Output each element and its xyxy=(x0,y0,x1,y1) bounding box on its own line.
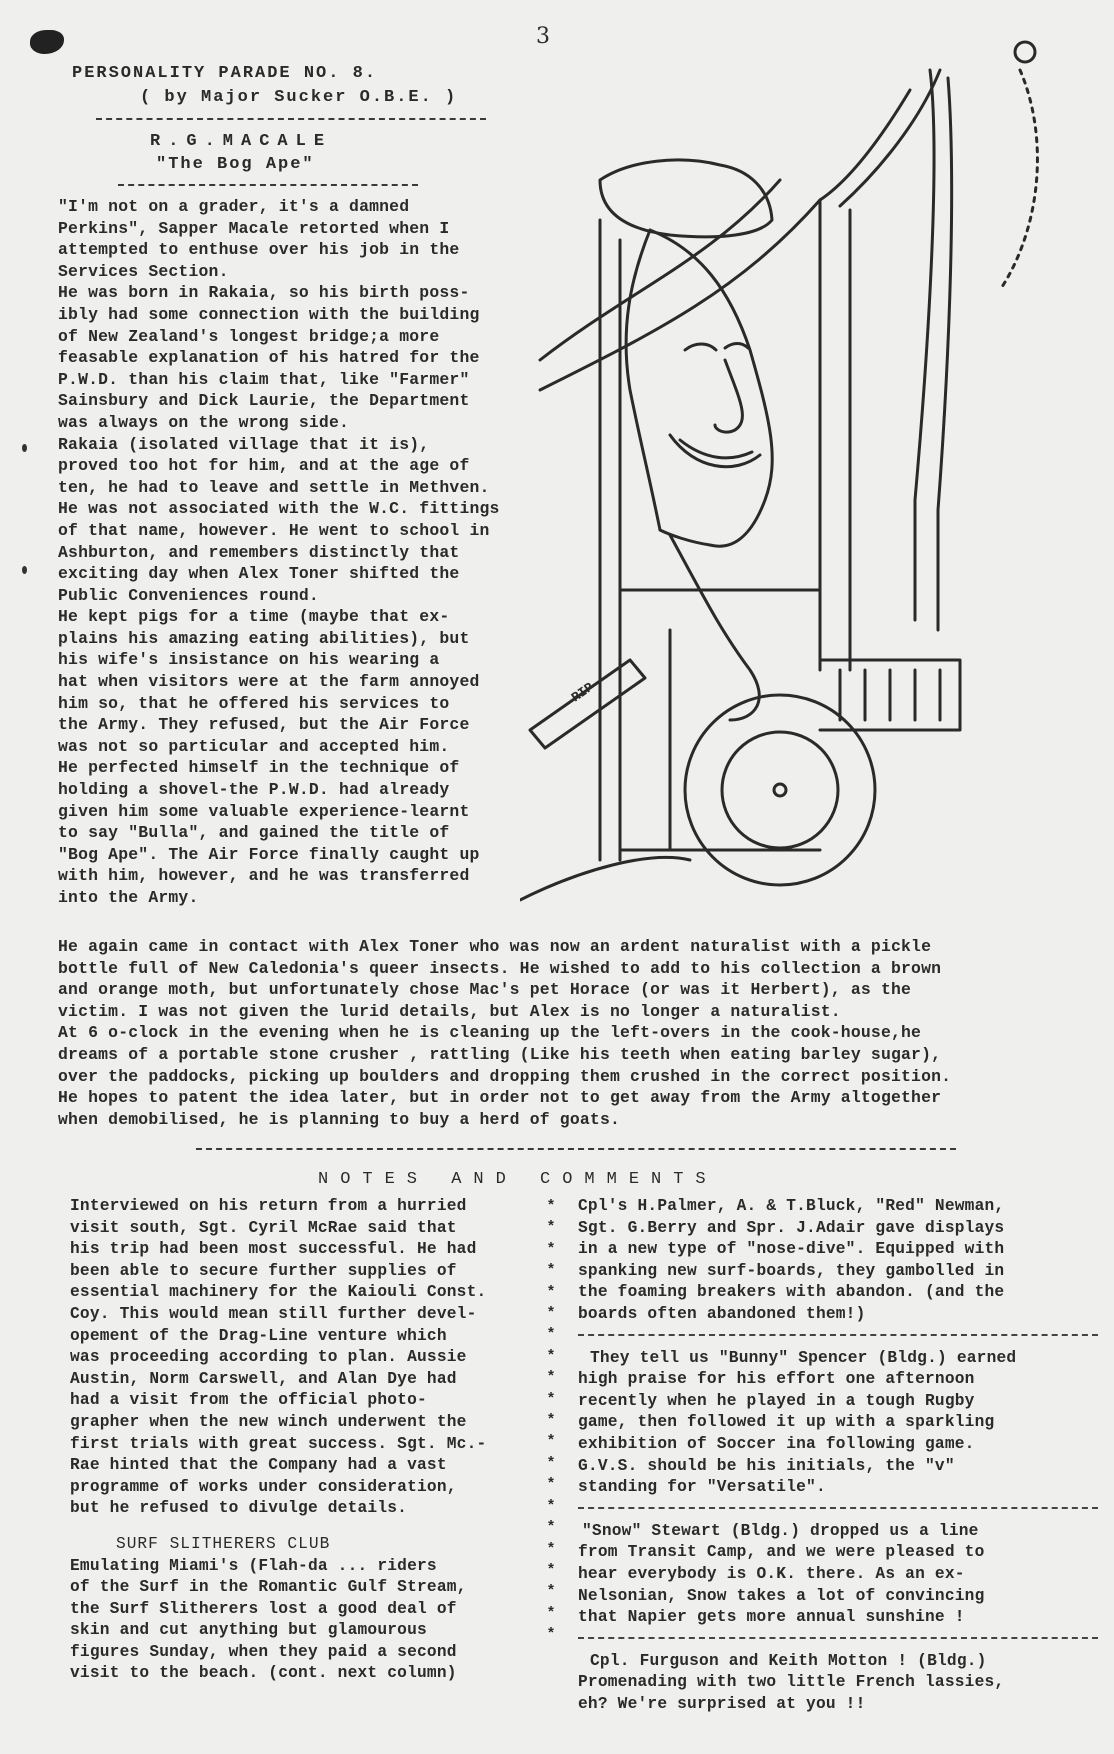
note-block-furguson xyxy=(578,1651,1098,1716)
notes-right-column xyxy=(578,1196,1098,1715)
separator-star: * xyxy=(546,1412,556,1430)
text-line: dreams of a portable stone crusher , rattling (Like his teeth when eating barley sugar), xyxy=(58,1044,942,1064)
note-block-stewart xyxy=(578,1521,1098,1629)
mouth xyxy=(670,435,760,467)
text-line: skin and cut anything but glamourous xyxy=(70,1621,427,1640)
text-line: He was not associated with the W.C. fittings xyxy=(58,499,500,519)
ruler xyxy=(530,660,645,748)
subject-nickname: "The Bog Ape" xyxy=(156,155,315,174)
text-line: hear everybody is O.K. there. As an ex- xyxy=(578,1564,965,1583)
text-line: ibly had some connection with the building xyxy=(58,304,480,324)
text-line: given him some valuable experience-learnt xyxy=(58,801,470,821)
text-line: the Army. They refused, but the Air Force xyxy=(58,715,470,735)
divider xyxy=(118,184,418,186)
text-line: programme of works under consideration, xyxy=(70,1477,457,1496)
text-line: into the Army. xyxy=(58,888,199,907)
text-line: been able to secure further supplies of xyxy=(70,1261,457,1280)
ink-spot xyxy=(22,566,27,574)
separator-star: * xyxy=(546,1369,556,1387)
text-line: They tell us "Bunny" Spencer (Bldg.) earned xyxy=(590,1348,1017,1367)
text-line: the foaming breakers with abandon. (and the xyxy=(578,1283,1005,1302)
boom-arm xyxy=(840,70,940,206)
separator-star: * xyxy=(546,1476,556,1494)
separator-star: * xyxy=(546,1390,556,1408)
text-line: plains his amazing eating abilities), but xyxy=(58,628,470,648)
caricature-drawing xyxy=(520,30,1090,940)
text-line: when demobilised, he is planning to buy a herd of goats. xyxy=(58,1109,621,1129)
star-mark xyxy=(1015,42,1035,62)
text-line: Cpl. Furguson and Keith Motton ! (Bldg.) xyxy=(590,1651,987,1670)
text-line: exhibition of Soccer ina following game. xyxy=(578,1434,975,1453)
note-block-surf xyxy=(578,1196,1098,1326)
text-line: was always on the wrong side. xyxy=(58,412,350,432)
separator-star: * xyxy=(546,1326,556,1344)
text-line: figures Sunday, when they paid a second xyxy=(70,1642,457,1661)
text-line: Ashburton, and remembers distinctly that xyxy=(58,542,460,562)
text-line: Interviewed on his return from a hurried xyxy=(70,1197,467,1215)
text-line: visit south, Sgt. Cyril McRae said that xyxy=(70,1218,457,1237)
separator-star: * xyxy=(546,1519,556,1537)
text-line: the Surf Slitherers lost a good deal of xyxy=(70,1599,457,1618)
text-line: first trials with great success. Sgt. Mc.- xyxy=(70,1434,487,1453)
separator-star: * xyxy=(546,1433,556,1451)
wheel-hub xyxy=(774,784,786,796)
separator-star: * xyxy=(546,1262,556,1280)
separator-star: * xyxy=(546,1604,556,1622)
text-line: recently when he played in a tough Rugby xyxy=(578,1391,975,1410)
separator-star: * xyxy=(546,1347,556,1365)
wheel-inner xyxy=(722,732,838,848)
text-line: "I'm not on a grader, it's a damned xyxy=(58,197,410,216)
text-line: boards often abandoned them!) xyxy=(578,1304,866,1323)
frame-line xyxy=(915,70,934,620)
separator-star: * xyxy=(546,1583,556,1601)
text-line: He was born in Rakaia, so his birth poss- xyxy=(58,283,470,303)
text-line: He kept pigs for a time (maybe that ex- xyxy=(58,607,450,627)
notes-heading: NOTES AND COMMENTS xyxy=(318,1170,718,1189)
text-line: Sgt. G.Berry and Spr. J.Adair gave displays xyxy=(578,1218,1005,1237)
ink-spot xyxy=(22,444,27,452)
face-outline xyxy=(650,230,772,546)
hat-brim xyxy=(540,200,820,390)
notes-left-column xyxy=(70,1196,540,1685)
column-title: PERSONALITY PARADE NO. 8. xyxy=(72,64,378,83)
text-line: Cpl's H.Palmer, A. & T.Bluck, "Red" Newman, xyxy=(578,1197,1005,1215)
text-line: Perkins", Sapper Macale retorted when I xyxy=(58,218,450,238)
text-line: feasable explanation of his hatred for the xyxy=(58,348,480,368)
text-line: victim. I was not given the lurid details, but Alex is no longer a naturalist. xyxy=(58,1001,841,1021)
separator-star: * xyxy=(546,1497,556,1515)
text-line: standing for "Versatile". xyxy=(578,1478,826,1497)
block-divider xyxy=(578,1334,1098,1336)
text-line: with him, however, and he was transferred xyxy=(58,866,470,886)
text-line: He hopes to patent the idea later, but in order not to get away from the Army altogether xyxy=(58,1088,942,1108)
text-line: his wife's insistance on his wearing a xyxy=(58,650,440,670)
eye xyxy=(685,344,716,350)
text-line: eh? We're surprised at you !! xyxy=(578,1694,866,1713)
bottles xyxy=(840,670,940,720)
text-line: ten, he had to leave and settle in Methven. xyxy=(58,477,490,497)
separator-star: * xyxy=(546,1305,556,1323)
text-line: Promenading with two little French lassies, xyxy=(578,1673,1005,1692)
wheel xyxy=(685,695,875,885)
column-separator xyxy=(543,1196,559,1646)
text-line: holding a shovel-the P.W.D. had already xyxy=(58,780,450,800)
note-block-spencer xyxy=(578,1348,1098,1499)
text-line: from Transit Camp, and we were pleased to xyxy=(578,1543,985,1562)
text-line: Services Section. xyxy=(58,261,229,281)
text-line: his trip had been most successful. He had xyxy=(70,1240,477,1259)
text-line: Public Conveniences round. xyxy=(58,585,319,605)
surf-club-heading: SURF SLITHERERS CLUB xyxy=(116,1534,331,1553)
text-line: exciting day when Alex Toner shifted the xyxy=(58,564,460,584)
text-line: him so, that he offered his services to xyxy=(58,693,450,713)
divider xyxy=(196,1148,956,1150)
text-line: over the paddocks, picking up boulders and dropping them crushed in the correct position. xyxy=(58,1066,952,1086)
nose xyxy=(715,360,742,432)
text-line: He again came in contact with Alex Toner who was now an ardent naturalist with a pickle xyxy=(58,937,932,956)
text-line: spanking new surf-boards, they gambolled in xyxy=(578,1261,1005,1280)
text-line: and orange moth, but unfortunately chose Mac's pet Horace (or was it Herbert), as the xyxy=(58,980,912,1000)
base-curve xyxy=(520,857,690,900)
ink-smudge xyxy=(30,30,64,54)
text-line: hat when visitors were at the farm annoyed xyxy=(58,672,480,692)
separator-star: * xyxy=(546,1454,556,1472)
block-divider xyxy=(578,1637,1098,1639)
separator-star: * xyxy=(546,1283,556,1301)
separator-star: * xyxy=(546,1540,556,1558)
text-line: At 6 o-clock in the evening when he is cleaning up the left-overs in the cook-house,he xyxy=(58,1023,922,1043)
text-line: game, then followed it up with a sparkling xyxy=(578,1413,995,1432)
text-line: that Napier gets more annual sunshine ! xyxy=(578,1608,965,1627)
text-line: proved too hot for him, and at the age of xyxy=(58,456,470,476)
separator-star: * xyxy=(546,1240,556,1258)
text-line: Nelsonian, Snow takes a lot of convincing xyxy=(578,1586,985,1605)
text-line: Rae hinted that the Company had a vast xyxy=(70,1456,447,1475)
dotted-arc xyxy=(1000,70,1037,290)
text-line: Sainsbury and Dick Laurie, the Department xyxy=(58,391,470,411)
text-line: grapher when the new winch underwent the xyxy=(70,1412,467,1431)
text-line: Rakaia (isolated village that it is), xyxy=(58,434,430,454)
eye xyxy=(725,344,748,349)
text-line: bottle full of New Caledonia's queer insects. He wished to add to his collection a brown xyxy=(58,958,942,978)
text-line: opement of the Drag-Line venture which xyxy=(70,1326,447,1345)
separator-star: * xyxy=(546,1561,556,1579)
chin xyxy=(670,535,759,720)
separator-star: * xyxy=(546,1626,556,1644)
text-line: high praise for his effort one afternoon xyxy=(578,1370,975,1389)
text-line: G.V.S. should be his initials, the "v" xyxy=(578,1456,955,1475)
artist-signature: RIP xyxy=(568,679,597,706)
text-line: "Bog Ape". The Air Force finally caught up xyxy=(58,844,480,864)
text-line: He perfected himself in the technique of xyxy=(58,758,460,778)
separator-star: * xyxy=(546,1198,556,1215)
separator-star: * xyxy=(546,1219,556,1237)
text-line: of New Zealand's longest bridge;a more xyxy=(58,326,440,346)
text-line: P.W.D. than his claim that, like "Farmer" xyxy=(58,369,470,389)
text-line: of that name, however. He went to school in xyxy=(58,520,490,540)
article-wide-text xyxy=(58,936,1098,1130)
text-line: in a new type of "nose-dive". Equipped with xyxy=(578,1240,1005,1259)
text-line: but he refused to divulge details. xyxy=(70,1499,408,1518)
divider xyxy=(96,118,486,120)
text-line: of the Surf in the Romantic Gulf Stream, xyxy=(70,1578,467,1597)
article-narrow-text xyxy=(58,196,548,909)
subject-name: R.G.MACALE xyxy=(150,132,333,151)
byline: ( by Major Sucker O.B.E. ) xyxy=(140,88,458,107)
text-line: essential machinery for the Kaiouli Const. xyxy=(70,1283,487,1302)
text-line: had a visit from the official photo- xyxy=(70,1391,427,1410)
text-line: attempted to enthuse over his job in the xyxy=(58,240,460,260)
text-line: was not so particular and accepted him. xyxy=(58,736,450,756)
hat-crown xyxy=(600,160,772,237)
frame-line xyxy=(938,78,952,630)
page-number: 3 xyxy=(536,24,550,49)
text-line: to say "Bulla", and gained the title of xyxy=(58,823,450,843)
text-line: Coy. This would mean still further devel- xyxy=(70,1304,477,1323)
text-line: visit to the beach. (cont. next column) xyxy=(70,1664,457,1683)
text-line: Austin, Norm Carswell, and Alan Dye had xyxy=(70,1369,457,1388)
text-line: Emulating Miami's (Flah-da ... riders xyxy=(70,1556,437,1575)
block-divider xyxy=(578,1507,1098,1509)
text-line: "Snow" Stewart (Bldg.) dropped us a line xyxy=(582,1521,979,1540)
face-outline xyxy=(626,230,660,530)
text-line: was proceeding according to plan. Aussie xyxy=(70,1348,467,1367)
